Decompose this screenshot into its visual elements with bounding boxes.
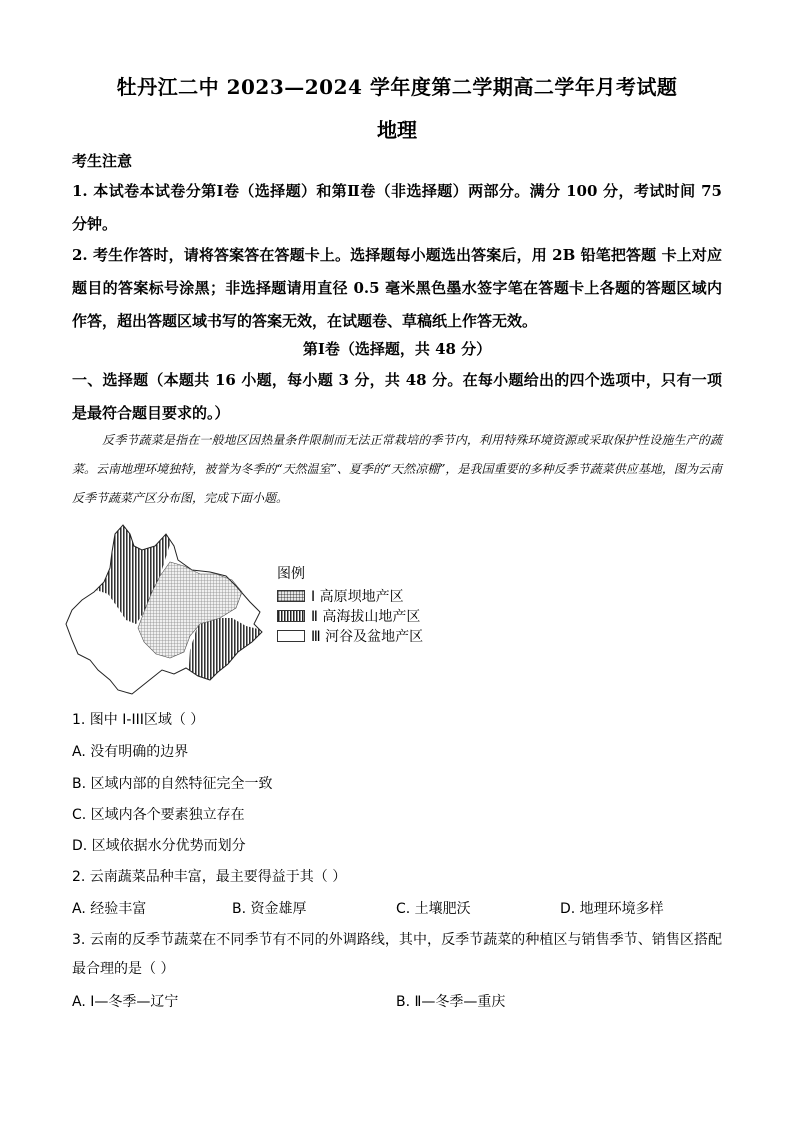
q2-option-a: A. 经验丰富 [72, 901, 147, 917]
legend-title: 图例 [277, 566, 305, 582]
q3-stem: 3. 云南的反季节蔬菜在不同季节有不同的外调路线，其中，反季节蔬菜的种植区与销售季节、销售区搭配最合理的是（ ） [72, 932, 722, 977]
notice-heading: 考生注意 [72, 152, 133, 170]
yunnan-region-map [60, 520, 270, 700]
question-intro [72, 426, 722, 513]
legend-swatch-plateau [277, 590, 305, 602]
notice-item-1: 1. 本试卷本试卷分第Ⅰ卷（选择题）和第Ⅱ卷（非选择题）两部分。满分 100 分，考试时间 75 分钟。 [72, 182, 722, 233]
legend-swatch-valley [277, 630, 305, 642]
legend-swatch-highland [277, 610, 305, 622]
map-legend [277, 563, 423, 646]
subject-title: 地理 [377, 118, 417, 142]
section-title: 第Ⅰ卷（选择题，共 48 分） [302, 340, 492, 358]
legend-label-plateau: Ⅰ 高原坝地产区 [311, 589, 404, 605]
question-intro-text: 反季节蔬菜是指在一般地区因热量条件限制而无法正常栽培的季节内，利用特殊环境资源或采取保护性设施生产的蔬菜。云南地理环境独特，被誉为冬季的“天然温室”、夏季的“天然凉棚”，是我国重要的多种反季节蔬菜供应基地，图为云南反季节蔬菜产区分布图，完成下面小题。 [72, 433, 722, 505]
legend-item-highland [277, 606, 423, 626]
q3-option-a: A. Ⅰ—冬季—辽宁 [72, 994, 179, 1010]
legend-item-valley [277, 626, 423, 646]
q1-stem: 1. 图中 I-III区域（ ） [72, 712, 205, 728]
legend-label-valley: Ⅲ 河谷及盆地产区 [311, 629, 424, 645]
q2-option-b: B. 资金雄厚 [232, 901, 307, 917]
section-instruction: 一、选择题（本题共 16 小题，每小题 3 分，共 48 分。在每小题给出的四个选项中，只有一项是最符合题目要求的。） [72, 371, 722, 422]
notice-item-2: 2. 考生作答时，请将答案答在答题卡上。选择题每小题选出答案后，用 2B 铅笔把答题 卡上对应题目的答案标号涂黑；非选择题请用直径 0.5 毫米黑色墨水签字笔在答题卡上各题的答题区域内作答，超出答题区域书写的答案无效，在试题卷、草稿纸上作答无效。 [72, 246, 722, 330]
q2-option-c: C. 土壤肥沃 [396, 901, 471, 917]
legend-item-plateau [277, 586, 423, 606]
q1-option-a: A. 没有明确的边界 [72, 744, 189, 760]
q2-option-d: D. 地理环境多样 [560, 901, 664, 917]
legend-label-highland: Ⅱ 高海拔山地产区 [311, 609, 421, 625]
q1-option-b: B. 区域内部的自然特征完全一致 [72, 776, 273, 792]
exam-title: 牡丹江二中 2023—2024 学年度第二学期高二学年月考试题 [116, 75, 678, 99]
q1-option-c: C. 区域内各个要素独立存在 [72, 807, 245, 823]
q3-option-b: B. Ⅱ—冬季—重庆 [396, 994, 506, 1010]
q1-option-d: D. 区域依据水分优势而划分 [72, 838, 246, 854]
q2-stem: 2. 云南蔬菜品种丰富，最主要得益于其（ ） [72, 869, 347, 885]
